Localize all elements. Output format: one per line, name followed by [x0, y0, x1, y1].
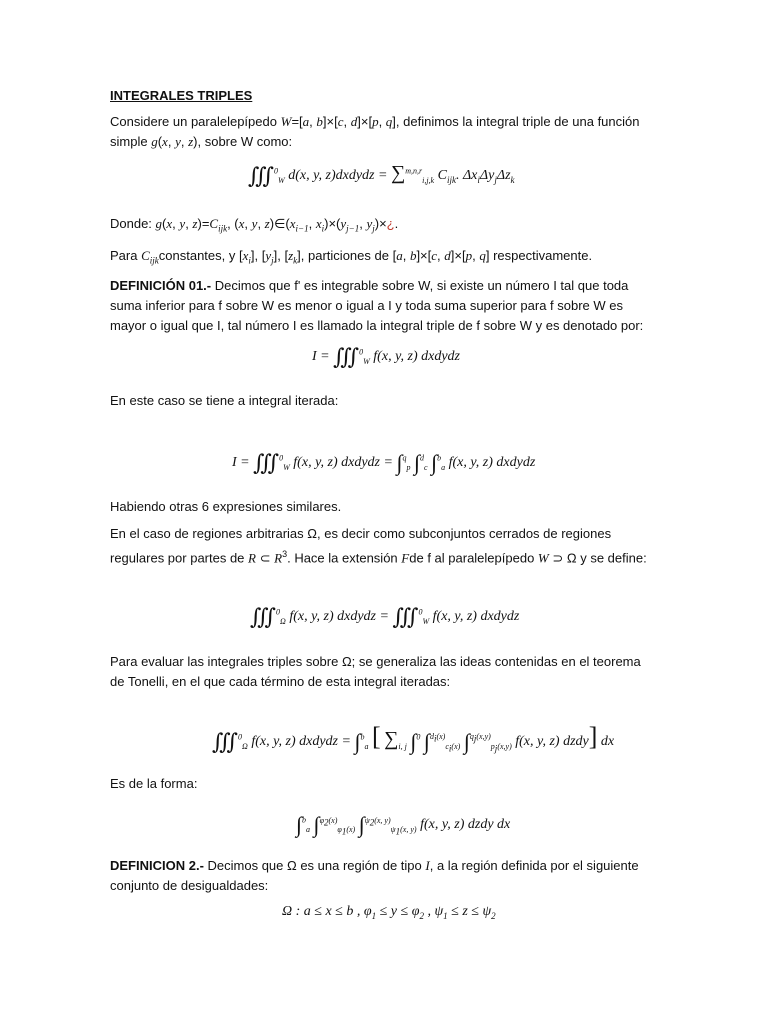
para-text-4: respectivamente. — [493, 248, 593, 263]
paragraph-donde: Donde: g(x, y, $z)=C_{ijk}$, (x, y, $z)\in(x_{i-1}$, $x_i)\times(y_{j-1}$, $y_j)\times¿$. — [110, 216, 399, 234]
def1-text: Decimos que f' es integrable sobre W, si existe un número I tal que toda suma inferior para f sobre W es menor o igual a I y toda suma superior para f sobre W es mayor o igual que I, tal número I es llamado la integral triple de f sobre W y es denotado por: — [110, 278, 644, 333]
paragraph-regiones: En el caso de regiones arbitrarias Ω, es decir como subconjuntos cerrados de regiones regulares por partes de R ⊂ $R^3$. Hace la extensión Fde f al paralelepípedo W ⊃ Ω y se define: — [110, 526, 647, 566]
evaluar-text: Para evaluar las integrales triples sobre Ω; se generaliza las ideas contenidas en el teorema de Tonelli, en el que cada término de esta integral iteradas: — [110, 654, 641, 689]
equation-tonelli: ∭$^0_\Omega$ f(x, y, z) dxdydz = ∫$^b_a$ [ $\sum_{i, j}$ ∫$^0$ ∫$^{d_i(x)}_{c_i(x)}$ ∫$^{q_j(x,y)}_{p_j(x,y)}$ f(x, y, z) dzdy] dx — [212, 722, 615, 754]
page-title — [110, 86, 655, 106]
intro-text-2: , definimos la integral triple de una — [395, 114, 594, 129]
def2-label: DEFINICION 2.- — [110, 858, 204, 873]
intro-text-3: función simple — [110, 114, 640, 149]
paragraph-para: Para $C_{ijk}constantes$, y $[x_i]$, $[y_j]$, $[z_k]$, particiones de [a, b]×[c, d]×[p, q] respectivamente. — [110, 248, 593, 266]
paragraph-habiendo — [110, 497, 655, 517]
para-text-3: , particiones de — [300, 248, 389, 263]
regiones-text-4: y se define: — [580, 550, 647, 566]
para-text-2: constantes, y — [158, 248, 236, 263]
equation-simple-sum: ∭$^0_W$ d(x, y, z)dxdydz = ∑$^{m,n,r}_{i,j,k}$ $C_{ijk}$. $\Delta x_i\Delta y_j\Delta z_k$ — [248, 162, 515, 188]
regiones-text-3: de f al paralelepípedo — [409, 550, 535, 566]
paragraph-def2: DEFINICION 2.- Decimos que Ω es una región de tipo I, a la región definida por el siguiente conjunto de desigualdades: — [110, 858, 639, 893]
paragraph-evaluar — [110, 652, 655, 692]
paragraph-def1 — [110, 276, 655, 336]
title-text: INTEGRALES TRIPLES — [110, 88, 253, 103]
regiones-text-1: En el caso de regiones arbitrarias Ω, es decir como subconjuntos cerrados de regiones regulares por partes de — [110, 526, 612, 566]
def2-text-1: Decimos que Ω es una región de tipo — [203, 858, 422, 873]
paragraph-caso — [110, 391, 655, 411]
equation-iterated: I = ∭$^0_W$ f(x, y, z) dxdydz = ∫$^q_p$ ∫$^d_c$ ∫$^b_a$ f(x, y, z) dxdydz — [232, 450, 536, 475]
habiendo-text: Habiendo otras 6 expresiones similares. — [110, 499, 342, 514]
equation-extension: ∭$^0_\Omega$ f(x, y, z) dxdydz = ∭$^0_W$ f(x, y, z) dxdydz — [250, 604, 520, 629]
regiones-text-2: . Hace la extensión — [287, 550, 398, 566]
intro-text-4: , sobre W como: — [197, 134, 293, 149]
paragraph-intro: Considere un paralelepípedo W=[a, b]×[c, d]×[p, q], definimos la integral triple de una función simple g(x, y, z), sobre W como: — [110, 114, 640, 149]
donde-label: Donde: — [110, 216, 152, 231]
equation-def1: I = ∭$^0_W$ f(x, y, z) dxdydz — [312, 344, 460, 369]
caso-text: En este caso se tiene a integral iterada: — [110, 393, 339, 408]
paragraph-forma — [110, 774, 655, 794]
forma-text: Es de la forma: — [110, 776, 198, 791]
def1-label: DEFINICIÓN 01.- — [110, 278, 212, 293]
intro-text-1: Considere un paralelepípedo — [110, 114, 277, 129]
def2-text-2: , a la región definida por el siguiente conjunto de desigualdades: — [110, 858, 639, 893]
equation-inequalities: Ω : a ≤ x ≤ b , $\varphi_1 \le y \le \varphi_2$ , $\psi_1 \le z \le \psi_2$ — [282, 904, 496, 921]
equation-form: ∫$^b_a$ ∫$^{\varphi_2(x)}_{\varphi_1(x)}$ ∫$^{\psi_2(x, y)}_{\psi_1(x, y)}$ f(x, y, z) dzdy dx — [296, 812, 511, 837]
para-text-1: Para — [110, 248, 138, 263]
